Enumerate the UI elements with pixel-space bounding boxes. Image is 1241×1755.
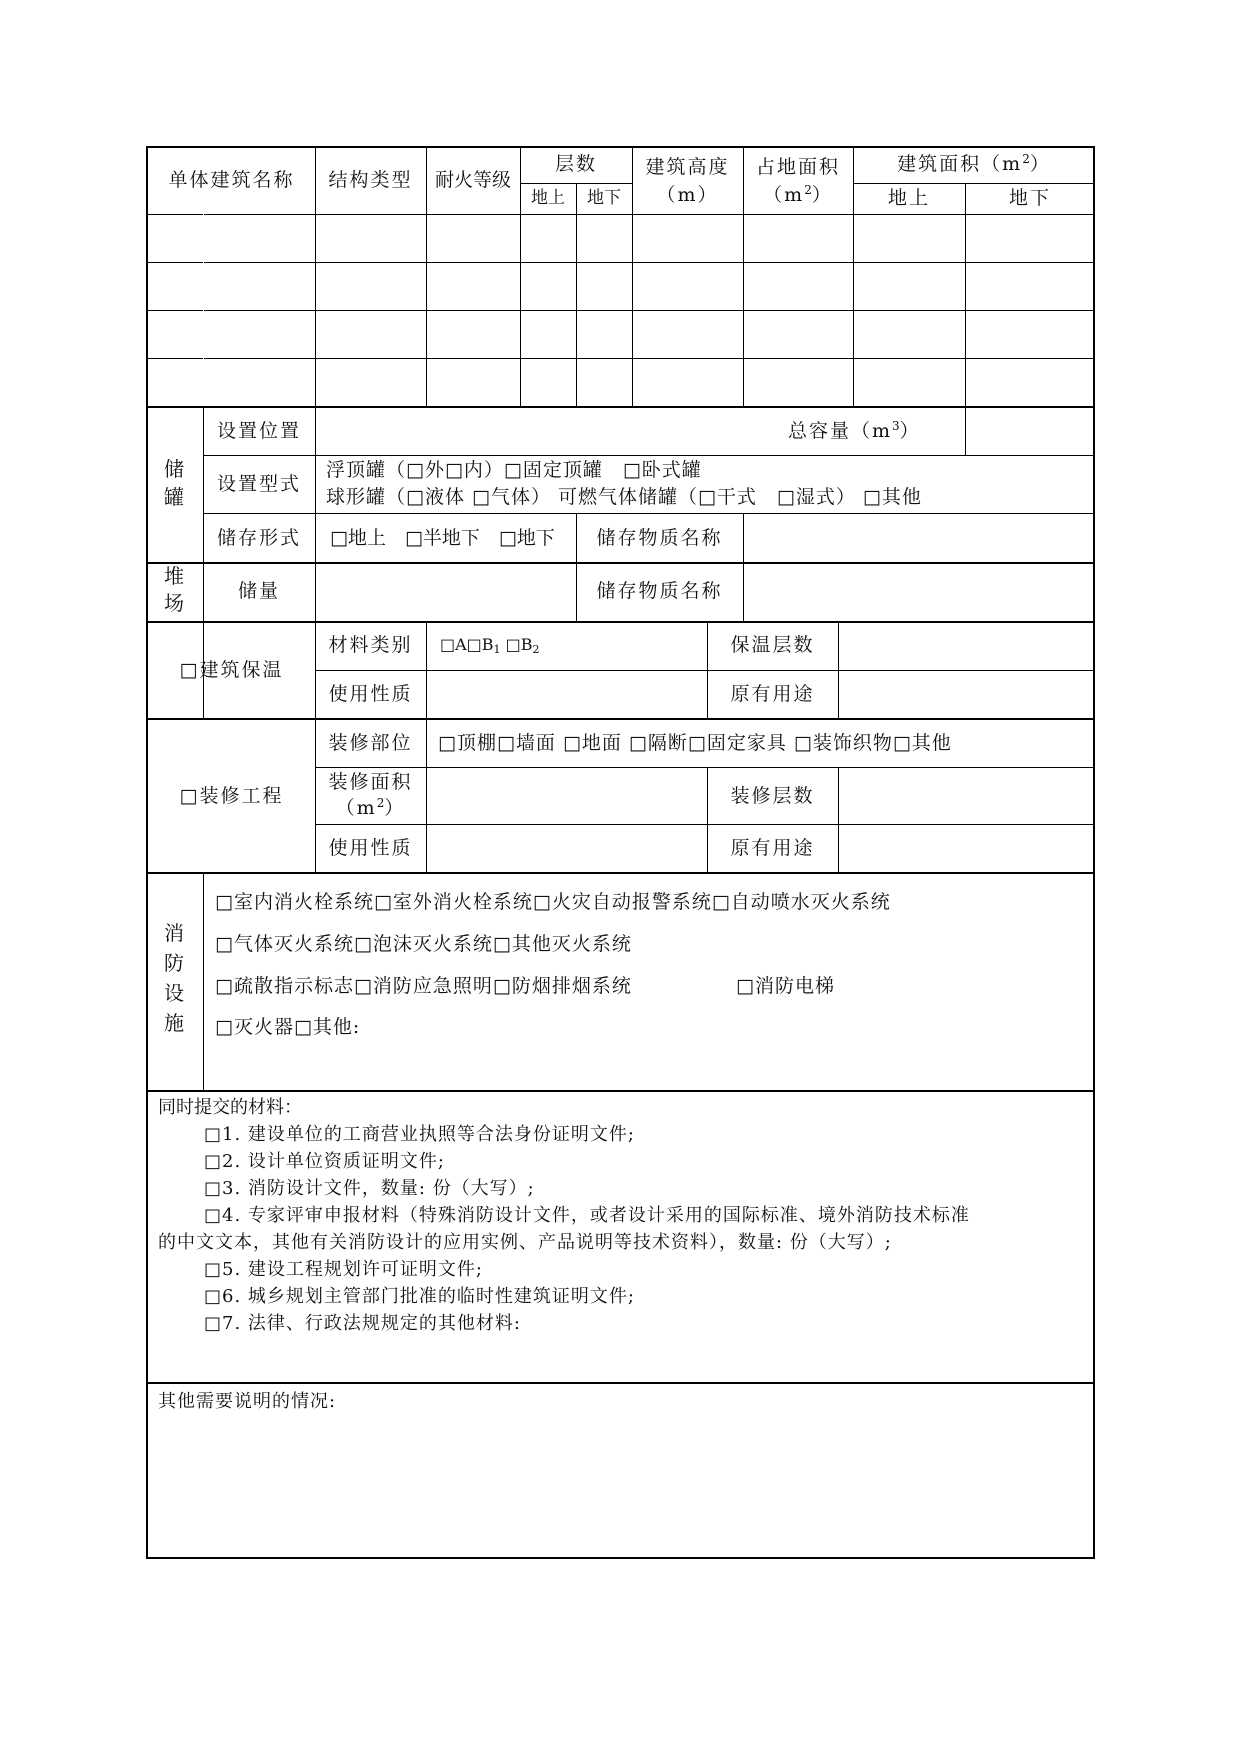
tank-total-capacity-value[interactable] (968, 417, 1088, 445)
col-floor-area: 建筑面积$(m^2)$ (897, 152, 1051, 175)
tank-type-label: 设置型式 (216, 473, 301, 495)
decoration-area-unit: $(m^2)$ (335, 796, 406, 819)
facilities-line4[interactable]: □灭火器□其他: (215, 1016, 361, 1038)
insulation-original-use-label: 原有用途 (730, 683, 815, 705)
decoration-original-use-label: 原有用途 (730, 837, 815, 859)
tank-type-line1[interactable]: 浮顶罐（□外□内）□固定顶罐 □卧式罐 (326, 459, 702, 481)
decoration-usage-label: 使用性质 (328, 837, 413, 859)
materials-title: 同时提交的材料： (158, 1097, 302, 1118)
materials-item-5[interactable]: □5. 建设工程规划许可证明文件; (204, 1259, 483, 1280)
materials-item-4a[interactable]: □4. 专家评审申报材料（特殊消防设计文件，或者设计采用的国际标准、境外消防技术标准 (204, 1205, 970, 1226)
insulation-material-options[interactable]: $□A□B_1$ $□B_2$ (440, 635, 540, 656)
col-floor-area-above: 地上 (887, 187, 930, 209)
decoration-area-label: 装修面积 (328, 771, 413, 793)
tank-label: 储罐 (164, 457, 186, 509)
insulation-usage-label: 使用性质 (328, 683, 413, 705)
materials-item-2[interactable]: □2. 设计单位资质证明文件; (204, 1151, 445, 1172)
tank-total-capacity-label: 总容量$(m^3)$ (788, 419, 921, 442)
materials-item-4b: 的中文文本，其他有关消防设计的应用实例、产品说明等技术资料），数量: 份（大写）; (158, 1232, 892, 1253)
tank-storage-form-options[interactable]: □地上 □半地下 □地下 (330, 527, 555, 549)
materials-item-6[interactable]: □6. 城乡规划主管部门批准的临时性建筑证明文件; (204, 1286, 635, 1307)
facilities-line3[interactable]: □疏散指示标志□消防应急照明□防烟排烟系统 (215, 975, 632, 997)
decoration-parts-options[interactable]: □顶棚□墙面 □地面 □隔断□固定家具 □装饰织物□其他 (438, 732, 952, 754)
insulation-label[interactable]: □建筑保温 (179, 659, 284, 681)
facilities-line1[interactable]: □室内消火栓系统□室外消火栓系统□火灾自动报警系统□自动喷水灭火系统 (215, 891, 891, 913)
decoration-layers-label: 装修层数 (730, 785, 815, 807)
materials-item-7[interactable]: □7. 法律、行政法规规定的其他材料: (204, 1313, 521, 1334)
insulation-layers-label: 保温层数 (730, 634, 815, 656)
materials-item-3[interactable]: □3. 消防设计文件，数量: 份（大写）; (204, 1178, 535, 1199)
other-notes-field[interactable] (158, 1420, 1083, 1550)
yard-quantity-label: 储量 (237, 580, 280, 602)
insulation-material-label: 材料类别 (328, 634, 413, 656)
col-floors: 层数 (554, 153, 597, 175)
col-floors-above: 地上 (531, 188, 565, 208)
facilities-label: 消防设施 (164, 921, 186, 1035)
decoration-label[interactable]: □装修工程 (179, 785, 284, 807)
col-land-area-unit: $(m^2)$ (763, 183, 833, 206)
facilities-line2[interactable]: □气体灭火系统□泡沫灭火系统□其他灭火系统 (215, 933, 632, 955)
col-land-area: 占地面积 (755, 156, 840, 178)
col-floors-below: 地下 (587, 188, 621, 208)
tank-type-line2[interactable]: 球形罐（□液体 □气体） 可燃气体储罐（□干式 □湿式） □其他 (326, 486, 922, 508)
col-height: 建筑高度 (645, 156, 730, 178)
yard-substance-name-label: 储存物质名称 (596, 580, 723, 602)
materials-item-1[interactable]: □1. 建设单位的工商营业执照等合法身份证明文件; (204, 1124, 635, 1145)
col-height-unit: （m） (656, 184, 719, 206)
facilities-line3-elevator[interactable]: □消防电梯 (736, 975, 835, 997)
yard-label: 堆场 (164, 564, 186, 615)
tank-storage-form-label: 储存形式 (216, 527, 301, 549)
tank-substance-name-label: 储存物质名称 (596, 527, 723, 549)
other-notes-title: 其他需要说明的情况: (158, 1391, 337, 1412)
tank-location-value[interactable] (318, 417, 708, 445)
col-fire-rating: 耐火等级 (434, 169, 511, 191)
col-structure-type: 结构类型 (328, 169, 413, 191)
decoration-parts-label: 装修部位 (328, 732, 413, 754)
col-floor-area-below: 地下 (1008, 187, 1051, 209)
tank-location-label: 设置位置 (216, 420, 301, 442)
col-building-name: 单体建筑名称 (168, 169, 295, 191)
form-table (146, 146, 1095, 1559)
